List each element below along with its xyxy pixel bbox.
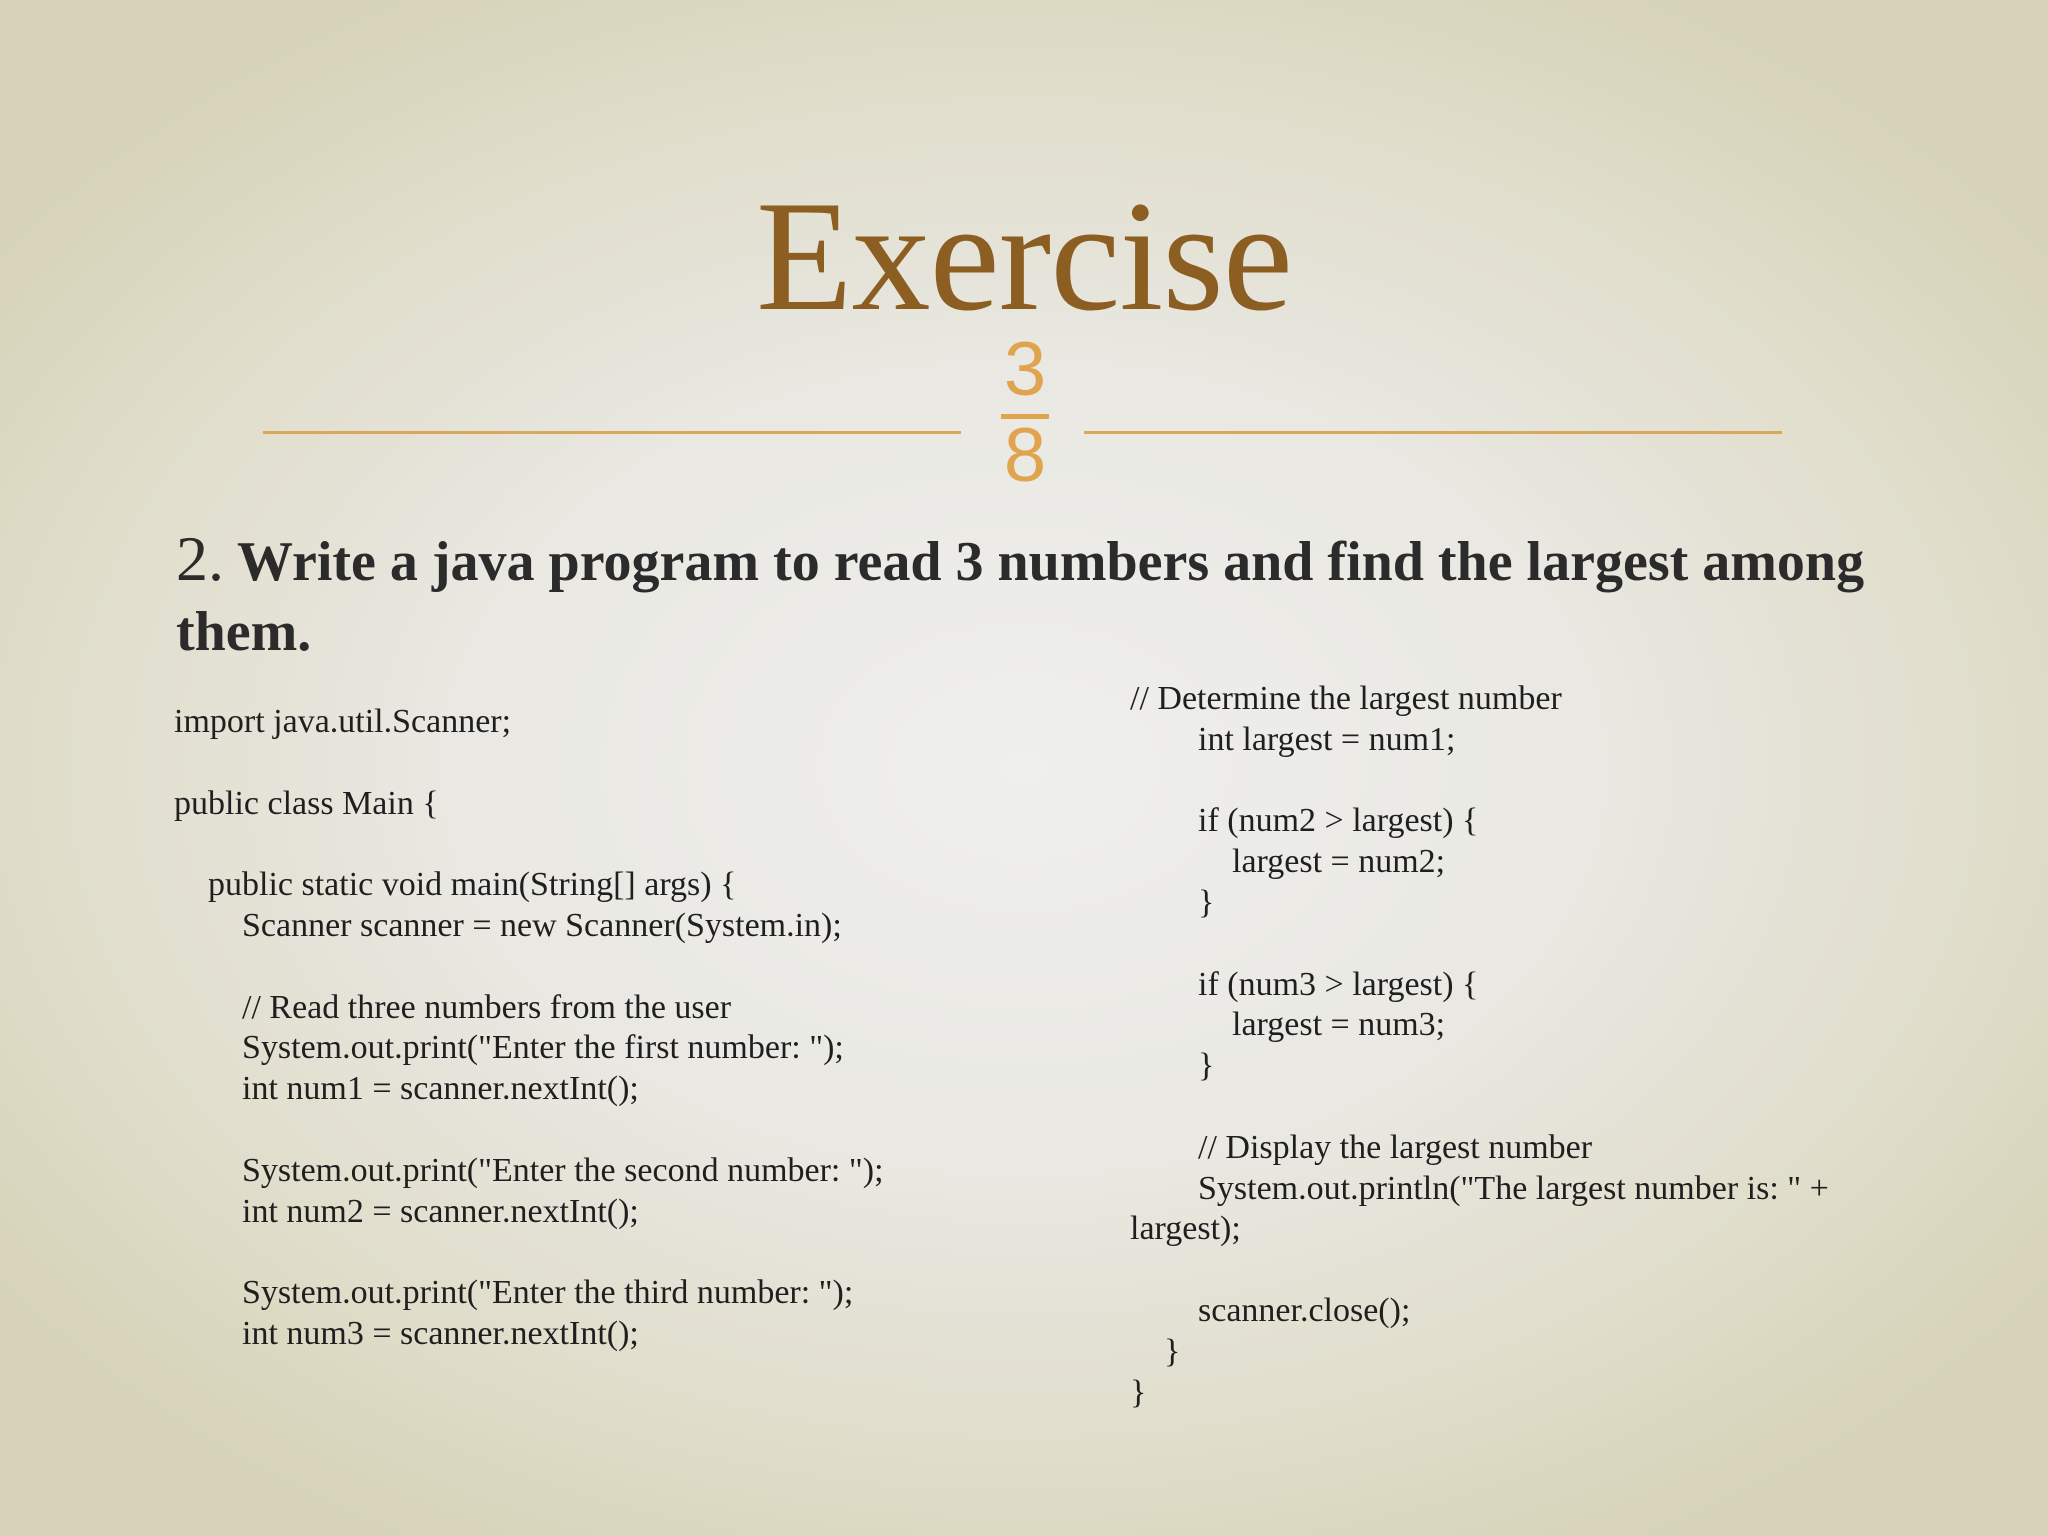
code-line: int num1 = scanner.nextInt();: [174, 1070, 639, 1108]
code-line: [174, 1232, 884, 1273]
code-line: [174, 743, 884, 784]
code-line: }: [1130, 883, 1215, 921]
code-line: // Display the largest number: [1130, 1128, 1593, 1166]
code-line: int num2 = scanner.nextInt();: [174, 1192, 639, 1230]
code-line: scanner.close();: [1130, 1291, 1411, 1329]
code-line: Scanner scanner = new Scanner(System.in);: [174, 906, 842, 944]
code-line: }: [1130, 1047, 1215, 1085]
slide-number-total: 8: [1003, 413, 1047, 498]
exercise-question: [176, 524, 1896, 667]
code-line: largest);: [1130, 1210, 1241, 1248]
code-block-right: [1130, 679, 1829, 1413]
code-line: int num3 = scanner.nextInt();: [174, 1314, 639, 1352]
title-divider-left: [263, 431, 961, 434]
code-line: System.out.print("Enter the first number: ");: [174, 1029, 844, 1067]
code-line: [1130, 761, 1829, 802]
code-line: public static void main(String[] args) {: [174, 866, 737, 904]
code-line: }: [1130, 1332, 1181, 1370]
code-line: [174, 947, 884, 988]
slide-number: [990, 327, 1060, 500]
code-line: }: [1130, 1373, 1147, 1411]
slide-number-current: 3: [1003, 327, 1047, 412]
code-line: if (num2 > largest) {: [1130, 802, 1479, 840]
code-line: import java.util.Scanner;: [174, 703, 512, 740]
code-line: // Read three numbers from the user: [174, 988, 732, 1026]
code-line: System.out.println("The largest number is: " +: [1130, 1169, 1829, 1207]
code-line: System.out.print("Enter the second number: ");: [174, 1151, 884, 1189]
code-line: public class Main {: [174, 784, 439, 822]
code-line: int largest = num1;: [1130, 720, 1456, 758]
title-divider-right: [1084, 431, 1782, 434]
code-line: [1130, 924, 1829, 965]
slide-title: Exercise: [756, 169, 1292, 344]
code-line: System.out.print("Enter the third number: ");: [174, 1274, 854, 1312]
code-line: if (num3 > largest) {: [1130, 965, 1479, 1003]
code-line: largest = num2;: [1130, 843, 1446, 881]
code-line: [174, 1110, 884, 1151]
question-number: 2.: [176, 523, 224, 594]
code-line: // Determine the largest number: [1130, 680, 1562, 717]
code-line: [1130, 1087, 1829, 1128]
code-block-left: [174, 702, 884, 1355]
code-line: largest = num3;: [1130, 1006, 1446, 1044]
code-line: [174, 824, 884, 865]
code-line: [1130, 1250, 1829, 1291]
question-text: Write a java program to read 3 numbers and find the largest among them.: [176, 531, 1865, 663]
